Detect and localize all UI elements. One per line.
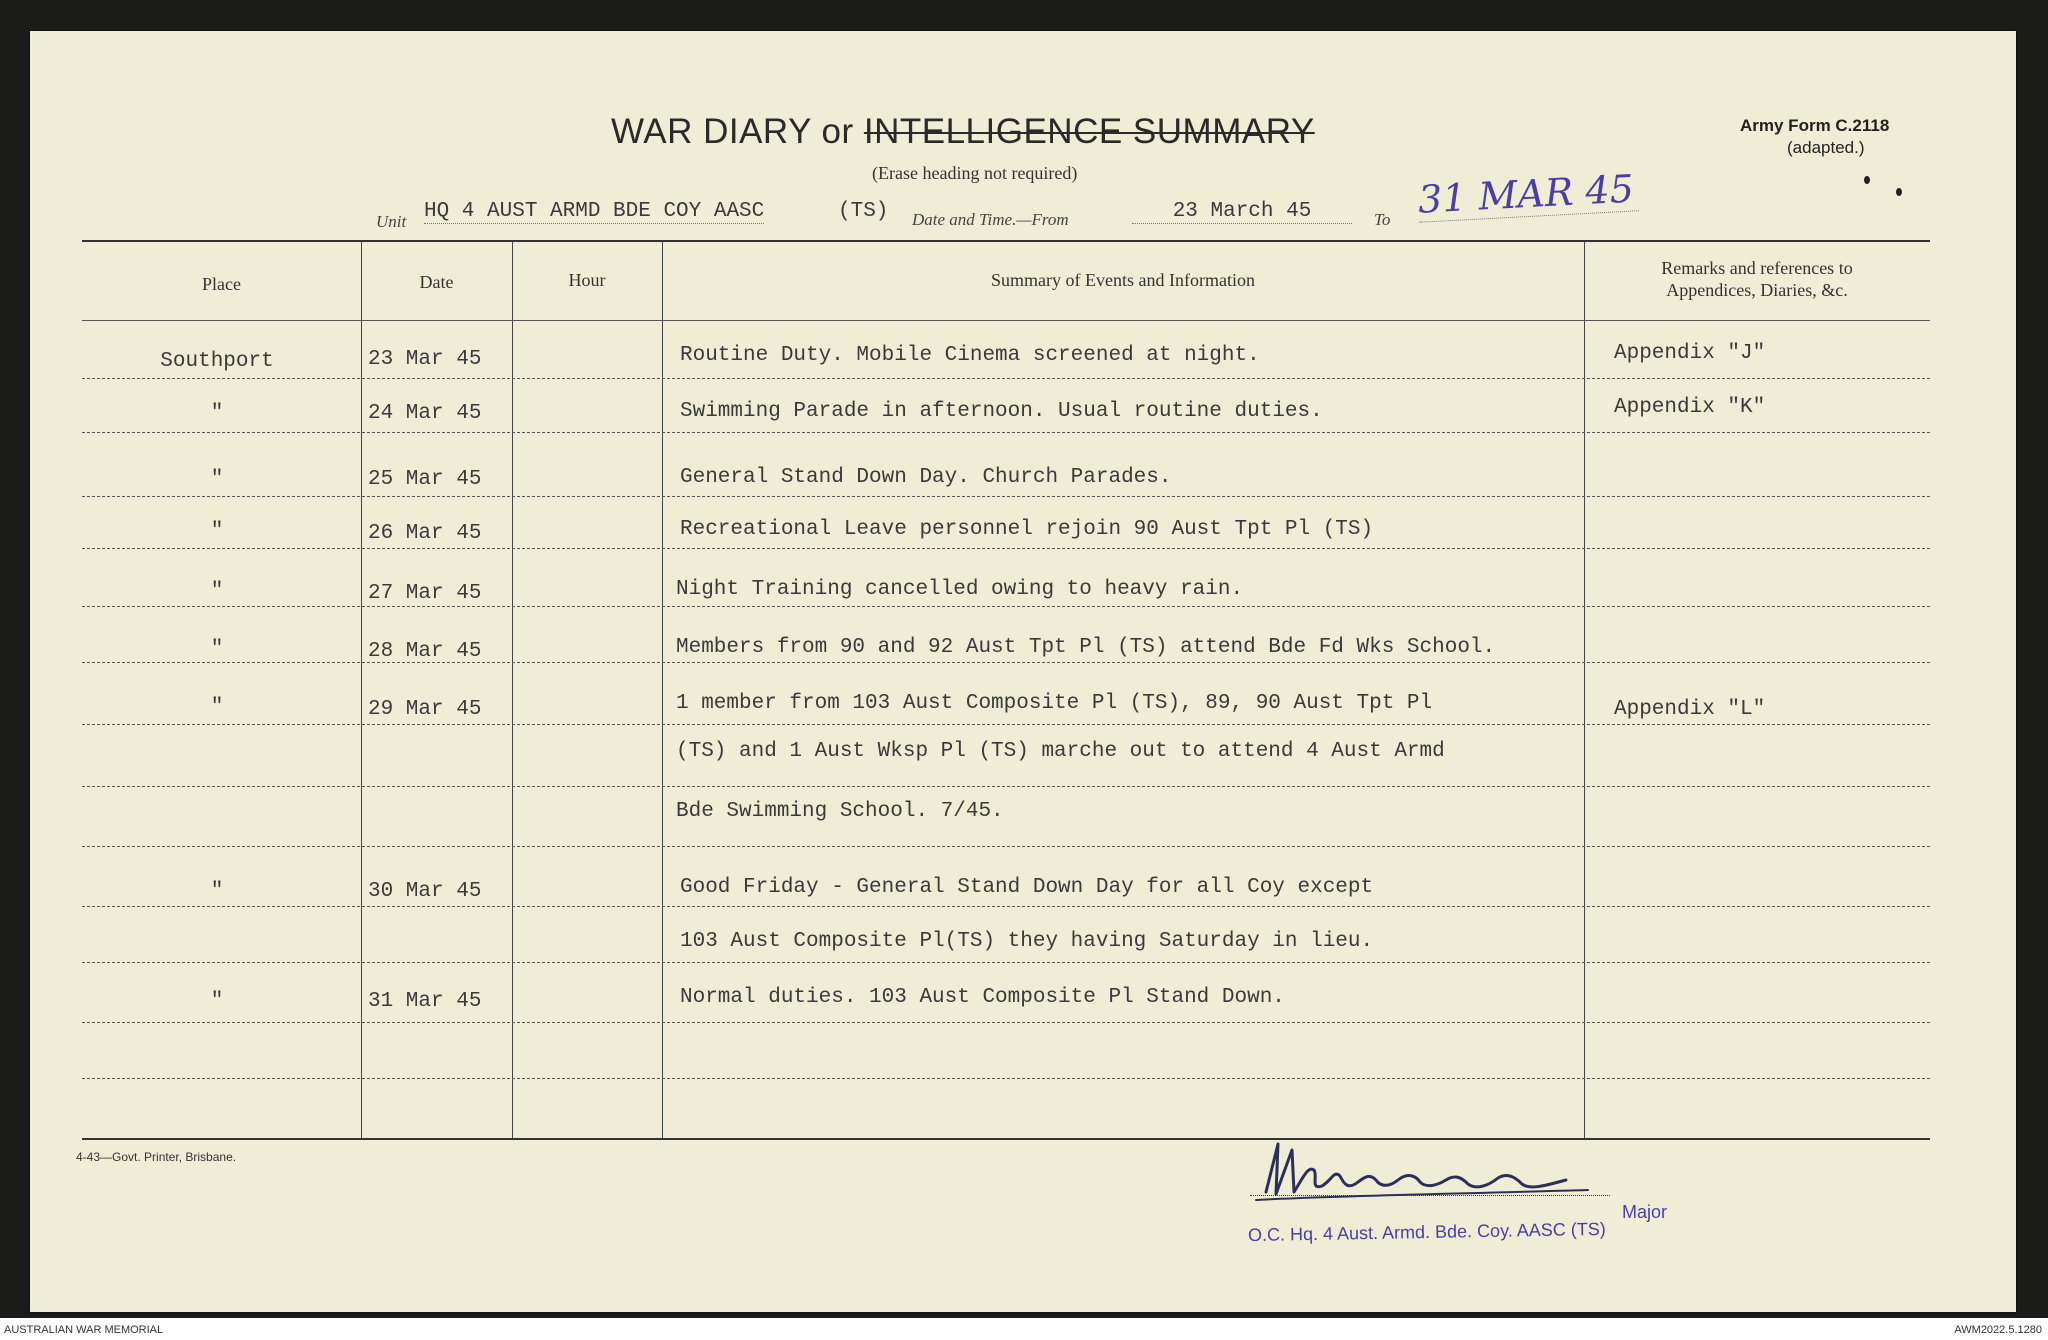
date-to-handwritten: 31 MAR 45 — [1417, 166, 1639, 222]
row-summary: Bde Swimming School. 7/45. — [676, 800, 1004, 823]
erase-note: (Erase heading not required) — [872, 163, 1078, 183]
row-rule — [82, 724, 1930, 725]
row-summary: Normal duties. 103 Aust Composite Pl Stand Down. — [680, 986, 1285, 1009]
row-date: 30 Mar 45 — [368, 880, 482, 903]
form-note: (adapted.) — [1787, 138, 1865, 157]
archive-source: AUSTRALIAN WAR MEMORIAL — [4, 1324, 164, 1336]
row-remarks: Appendix "J" — [1614, 342, 1766, 365]
row-place: " — [210, 520, 224, 543]
date-label: Date and Time.—From — [912, 210, 1069, 229]
row-rule — [82, 1022, 1930, 1023]
col-remarks-line2: Appendices, Diaries, &c. — [1666, 280, 1848, 300]
row-place: " — [210, 468, 224, 491]
row-summary: Recreational Leave personnel rejoin 90 Aust Tpt Pl (TS) — [680, 518, 1374, 541]
row-date: 29 Mar 45 — [368, 698, 482, 721]
row-date: 25 Mar 45 — [368, 468, 482, 491]
archive-strip — [0, 1318, 2048, 1340]
row-summary: Swimming Parade in afternoon. Usual routine duties. — [680, 400, 1323, 423]
row-place: " — [210, 696, 224, 719]
row-rule — [82, 496, 1930, 497]
row-rule — [82, 1078, 1930, 1079]
column-rule — [662, 242, 663, 1138]
row-rule — [82, 378, 1930, 379]
col-hour: Hour — [568, 270, 606, 290]
row-rule — [82, 432, 1930, 433]
page-title: WAR DIARY or INTELLIGENCE SUMMARY — [611, 112, 1315, 151]
row-summary: 103 Aust Composite Pl(TS) they having Saturday in lieu. — [680, 930, 1374, 953]
column-rule — [512, 242, 513, 1138]
row-summary: Good Friday - General Stand Down Day for all Coy except — [680, 876, 1374, 899]
signature-line — [1250, 1195, 1610, 1196]
form-number: Army Form C.2118 — [1740, 116, 1890, 135]
row-rule — [82, 662, 1930, 663]
row-remarks: Appendix "L" — [1614, 698, 1766, 721]
signatory-office: O.C. Hq. 4 Aust. Armd. Bde. Coy. AASC (TS) — [1247, 1218, 1606, 1246]
row-place: " — [210, 402, 224, 425]
unit-label: Unit — [376, 212, 407, 231]
row-date: 24 Mar 45 — [368, 402, 482, 425]
row-summary: Night Training cancelled owing to heavy rain. — [676, 578, 1244, 601]
diary-table — [82, 240, 1930, 1140]
to-label: To — [1374, 210, 1391, 229]
row-summary: Routine Duty. Mobile Cinema screened at night. — [680, 344, 1260, 367]
row-date: 23 Mar 45 — [368, 348, 482, 371]
row-remarks: Appendix "K" — [1614, 396, 1766, 419]
col-summary: Summary of Events and Information — [991, 270, 1255, 290]
col-remarks-line1: Remarks and references to — [1661, 258, 1853, 278]
row-place: " — [210, 880, 224, 903]
row-summary: Members from 90 and 92 Aust Tpt Pl (TS) attend Bde Fd Wks School. — [676, 636, 1496, 659]
punch-hole — [1864, 176, 1870, 184]
row-place: Southport — [160, 350, 274, 373]
unit-suffix: (TS) — [838, 200, 889, 223]
row-rule — [82, 846, 1930, 847]
column-rule — [1584, 242, 1585, 1138]
signatory-rank: Major — [1622, 1202, 1668, 1222]
row-rule — [82, 786, 1930, 787]
punch-hole — [1896, 188, 1902, 196]
row-rule — [82, 548, 1930, 549]
row-place: " — [210, 990, 224, 1013]
row-date: 26 Mar 45 — [368, 522, 482, 545]
row-place: " — [210, 638, 224, 661]
printer-note: 4-43—Govt. Printer, Brisbane. — [76, 1150, 237, 1164]
row-summary: General Stand Down Day. Church Parades. — [680, 466, 1172, 489]
row-rule — [82, 962, 1930, 963]
col-date: Date — [419, 272, 454, 292]
row-summary: 1 member from 103 Aust Composite Pl (TS), 89, 90 Aust Tpt Pl — [676, 692, 1433, 715]
date-from: 23 March 45 — [1132, 200, 1352, 224]
row-rule — [82, 606, 1930, 607]
unit-value: HQ 4 AUST ARMD BDE COY AASC — [424, 200, 765, 223]
row-date: 31 Mar 45 — [368, 990, 482, 1013]
row-summary: (TS) and 1 Aust Wksp Pl (TS) marche out to attend 4 Aust Armd — [676, 740, 1445, 763]
row-date: 28 Mar 45 — [368, 640, 482, 663]
archive-reference: AWM2022.5.1280 — [1954, 1324, 2042, 1336]
struck-title: INTELLIGENCE SUMMARY — [863, 112, 1315, 151]
col-place: Place — [202, 274, 241, 294]
row-date: 27 Mar 45 — [368, 582, 482, 605]
row-rule — [82, 906, 1930, 907]
header-rule — [82, 320, 1930, 321]
row-place: " — [210, 580, 224, 603]
column-rule — [361, 242, 362, 1138]
